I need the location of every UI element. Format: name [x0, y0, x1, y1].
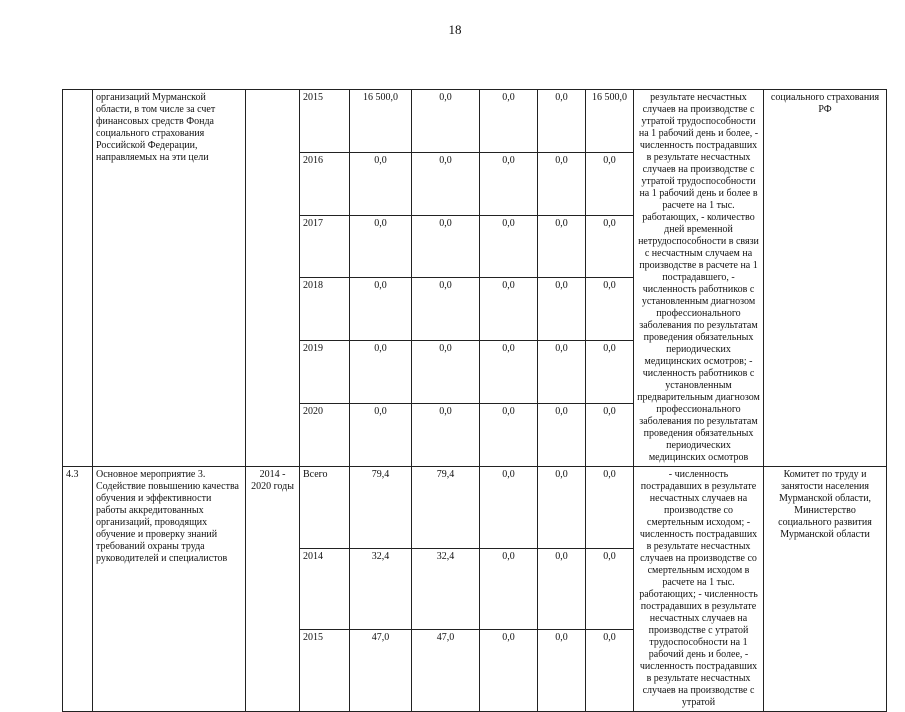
- value-cell: 0,0: [538, 548, 586, 630]
- value-cell: 0,0: [480, 630, 538, 712]
- year-cell: 2015: [300, 630, 350, 712]
- value-cell: 0,0: [350, 341, 412, 404]
- value-cell: 0,0: [586, 215, 634, 278]
- value-cell: 0,0: [480, 467, 538, 549]
- value-cell: 0,0: [412, 90, 480, 153]
- value-cell: 0,0: [350, 404, 412, 467]
- value-cell: 0,0: [480, 404, 538, 467]
- activity-description: Основное мероприятие 3. Содействие повышению качества обучения и эффективности работы аккредитованных организаций, проводящих обучение и проверку знаний требований охраны труда руководителей и специалистов: [93, 467, 246, 712]
- item-number: 4.3: [63, 467, 93, 712]
- value-cell: 32,4: [350, 548, 412, 630]
- value-cell: 0,0: [350, 152, 412, 215]
- value-cell: 79,4: [350, 467, 412, 549]
- value-cell: 32,4: [412, 548, 480, 630]
- year-cell: 2016: [300, 152, 350, 215]
- value-cell: 0,0: [586, 630, 634, 712]
- value-cell: 47,0: [350, 630, 412, 712]
- value-cell: 0,0: [350, 215, 412, 278]
- year-cell: 2014: [300, 548, 350, 630]
- value-cell: 0,0: [586, 152, 634, 215]
- table-row: [63, 467, 887, 549]
- activity-description: организаций Мурманской области, в том числе за счет финансовых средств Фонда социального страхования Российской Федерации, направляемых на эти цели: [93, 90, 246, 467]
- value-cell: 0,0: [480, 152, 538, 215]
- value-cell: 0,0: [538, 341, 586, 404]
- indicators-cell: результате несчастных случаев на производстве с утратой трудоспособности на 1 рабочий день и более, - численность пострадавших в результате несчастных случаев на производстве с утратой трудоспособности на 1 рабочий день и более в расчете на 1 тыс. работающих, - количество дней временной нетрудоспособности в связи с несчастным случаем на производстве в расчете на 1 пострадавшего, - численность работников с установленным диагнозом профессионального заболевания по результатам проведения обязательных периодических медицинских осмотров; - численность работников с установленным предварительным диагнозом профессионального заболевания по результатам проведения обязательных периодических медицинских осмотров: [634, 90, 764, 467]
- value-cell: 16 500,0: [586, 90, 634, 153]
- year-cell: 2015: [300, 90, 350, 153]
- year-cell: Всего: [300, 467, 350, 549]
- value-cell: 0,0: [538, 467, 586, 549]
- value-cell: 0,0: [480, 90, 538, 153]
- value-cell: 0,0: [586, 278, 634, 341]
- table-row: [63, 90, 887, 153]
- value-cell: 47,0: [412, 630, 480, 712]
- value-cell: 0,0: [538, 278, 586, 341]
- year-cell: 2020: [300, 404, 350, 467]
- value-cell: 0,0: [586, 548, 634, 630]
- item-number-cell: [63, 90, 93, 467]
- value-cell: 0,0: [480, 278, 538, 341]
- value-cell: 0,0: [412, 215, 480, 278]
- value-cell: 0,0: [538, 152, 586, 215]
- program-table: [62, 89, 887, 712]
- value-cell: 0,0: [586, 341, 634, 404]
- value-cell: 0,0: [538, 90, 586, 153]
- value-cell: 0,0: [586, 404, 634, 467]
- value-cell: 0,0: [412, 341, 480, 404]
- value-cell: 0,0: [586, 467, 634, 549]
- value-cell: 0,0: [538, 404, 586, 467]
- year-cell: 2017: [300, 215, 350, 278]
- term-cell: 2014 - 2020 годы: [246, 467, 300, 712]
- value-cell: 0,0: [538, 215, 586, 278]
- value-cell: 0,0: [480, 548, 538, 630]
- term-cell: [246, 90, 300, 467]
- responsible-cell: Комитет по труду и занятости населения Мурманской области, Министерство социального развития Мурманской области: [764, 467, 887, 712]
- page-number: 18: [448, 22, 462, 37]
- responsible-cell: социального страхования РФ: [764, 90, 887, 467]
- value-cell: 0,0: [350, 278, 412, 341]
- value-cell: 0,0: [412, 152, 480, 215]
- value-cell: 0,0: [412, 278, 480, 341]
- value-cell: 79,4: [412, 467, 480, 549]
- value-cell: 16 500,0: [350, 90, 412, 153]
- value-cell: 0,0: [538, 630, 586, 712]
- value-cell: 0,0: [480, 341, 538, 404]
- indicators-cell: - численность пострадавших в результате несчастных случаев на производстве со смертельным исходом; - численность пострадавших в результате несчастных случаев на производстве со смертельным исходом в расчете на 1 тыс. работающих; - численность пострадавших в результате несчастных случаев на производстве с утратой трудоспособности на 1 рабочий день и более, - численность пострадавших в результате несчастных случаев на производстве с утратой: [634, 467, 764, 712]
- year-cell: 2019: [300, 341, 350, 404]
- value-cell: 0,0: [480, 215, 538, 278]
- year-cell: 2018: [300, 278, 350, 341]
- value-cell: 0,0: [412, 404, 480, 467]
